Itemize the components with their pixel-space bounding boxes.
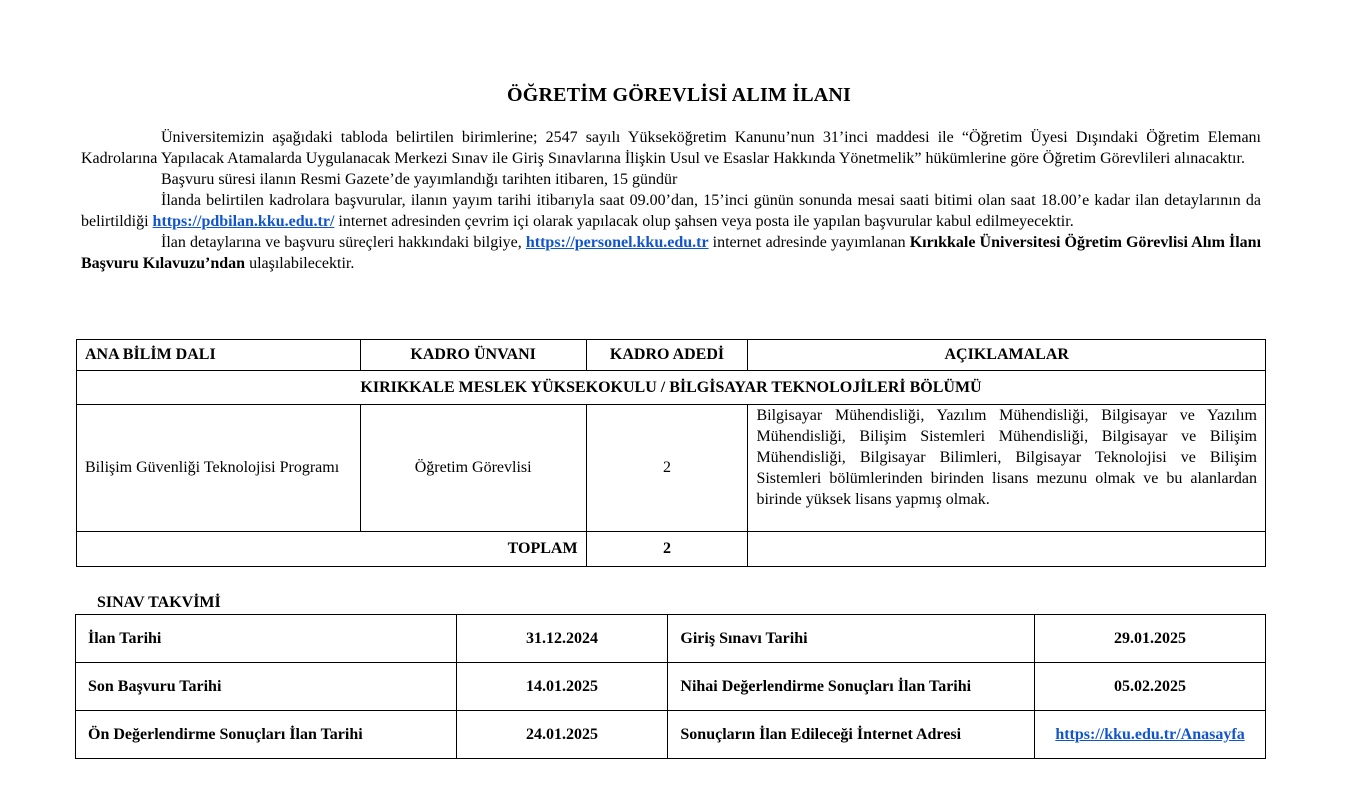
unvan-cell: Öğretim Görevlisi [360,405,586,532]
schedule-table [75,614,1266,759]
schedule-label: Nihai Değerlendirme Sonuçları İlan Tarihi [668,663,1035,711]
intro-paragraph: Üniversitemizin aşağıdaki tabloda belirtilen birimlerine; 2547 sayılı Yükseköğretim Kanunu’nun 31’inci maddesi ile “Öğretim Üyesi Dışındaki Öğretim Elemanı Kadrolarına Yapılacak Atamalarda Uygulanacak Merkezi Sınav ile Giriş Sınavlarına İlişkin Usul ve Esaslar Hakkında Yönetmelik” hükümlerine göre Öğretim Görevlileri alınacaktır. [81,129,1261,167]
guide-paragraph [81,232,1261,274]
total-empty-cell [748,532,1266,567]
announcement-body [81,127,1261,274]
table-row [76,711,1266,759]
table-row [76,615,1266,663]
total-label: TOPLAM [77,532,587,567]
header-aciklamalar: AÇIKLAMALAR [748,340,1266,371]
aciklama-cell: Bilgisayar Mühendisliği, Yazılım Mühendisliği, Bilgisayar ve Yazılım Mühendisliği, Bilişim Sistemleri Mühendisliği, Bilgisayar ve Bilişim Mühendisliği, Bilgisayar Bilimleri, Bilgisayar Teknolojisi ve Bilişim Sistemleri bölümlerinden birinden lisans mezunu olmak ve bu alanlardan birinde yüksek lisans yapmış olmak. [748,405,1266,532]
personel-link[interactable]: https://personel.kku.edu.tr [525,234,709,251]
schedule-value: 14.01.2025 [456,663,668,711]
guide-text-before: İlan detaylarına ve başvuru süreçleri hakkındaki bilgiye, [161,234,526,251]
schedule-value [1035,711,1266,759]
adet-cell: 2 [586,405,748,532]
schedule-label: İlan Tarihi [76,615,457,663]
header-kadro-adedi: KADRO ADEDİ [586,340,748,371]
schedule-value: 05.02.2025 [1035,663,1266,711]
schedule-label: Sonuçların İlan Edileceği İnternet Adresi [668,711,1035,759]
schedule-label: Giriş Sınavı Tarihi [668,615,1035,663]
pdbilan-link[interactable]: https://pdbilan.kku.edu.tr/ [152,213,335,230]
schedule-heading: SINAV TAKVİMİ [97,594,221,611]
application-text-after: internet adresinden çevrim içi olarak yapılacak olup şahsen veya posta ile yapılan başvurular kabul edilmeyecektir. [334,213,1074,230]
schedule-value: 24.01.2025 [456,711,668,759]
schedule-label: Ön Değerlendirme Sonuçları İlan Tarihi [76,711,457,759]
guide-text-middle: internet adresinde yayımlanan [708,234,910,251]
application-method-paragraph [81,190,1261,232]
program-cell: Bilişim Güvenliği Teknolojisi Programı [77,405,361,532]
total-row [77,532,1266,567]
results-link[interactable]: https://kku.edu.tr/Anasayfa [1055,725,1245,743]
section-title: KIRIKKALE MESLEK YÜKSEKOKULU / BİLGİSAYAR TEKNOLOJİLERİ BÖLÜMÜ [77,371,1266,405]
schedule-value: 31.12.2024 [456,615,668,663]
page-title: ÖĞRETİM GÖREVLİSİ ALIM İLANI [507,84,851,106]
total-value: 2 [586,532,748,567]
table-row [76,663,1266,711]
guide-title: Kırıkkale Üniversitesi Öğretim Görevlisi Alım İlanı Başvuru Kılavuzu’ndan [81,234,1262,272]
schedule-value: 29.01.2025 [1035,615,1266,663]
section-row [77,371,1266,405]
kadro-header-row [77,340,1266,371]
header-ana-bilim-dali: ANA BİLİM DALI [77,340,361,371]
header-kadro-unvani: KADRO ÜNVANI [360,340,586,371]
schedule-label: Son Başvuru Tarihi [76,663,457,711]
guide-text-after: ulaşılabilecektir. [245,255,355,272]
application-text-before: İlanda belirtilen kadrolara başvurular, ilanın yayım tarihi itibarıyla saat 09.00’dan, 15’inci günün sonunda mesai saati bitimi olan saat 18.00’e kadar ilan detaylarının da belirtildiği [81,192,1261,230]
kadro-table [76,339,1266,567]
table-row [77,405,1266,532]
application-period-paragraph: Başvuru süresi ilanın Resmi Gazete’de yayımlandığı tarihten itibaren, 15 gündür [161,171,678,188]
